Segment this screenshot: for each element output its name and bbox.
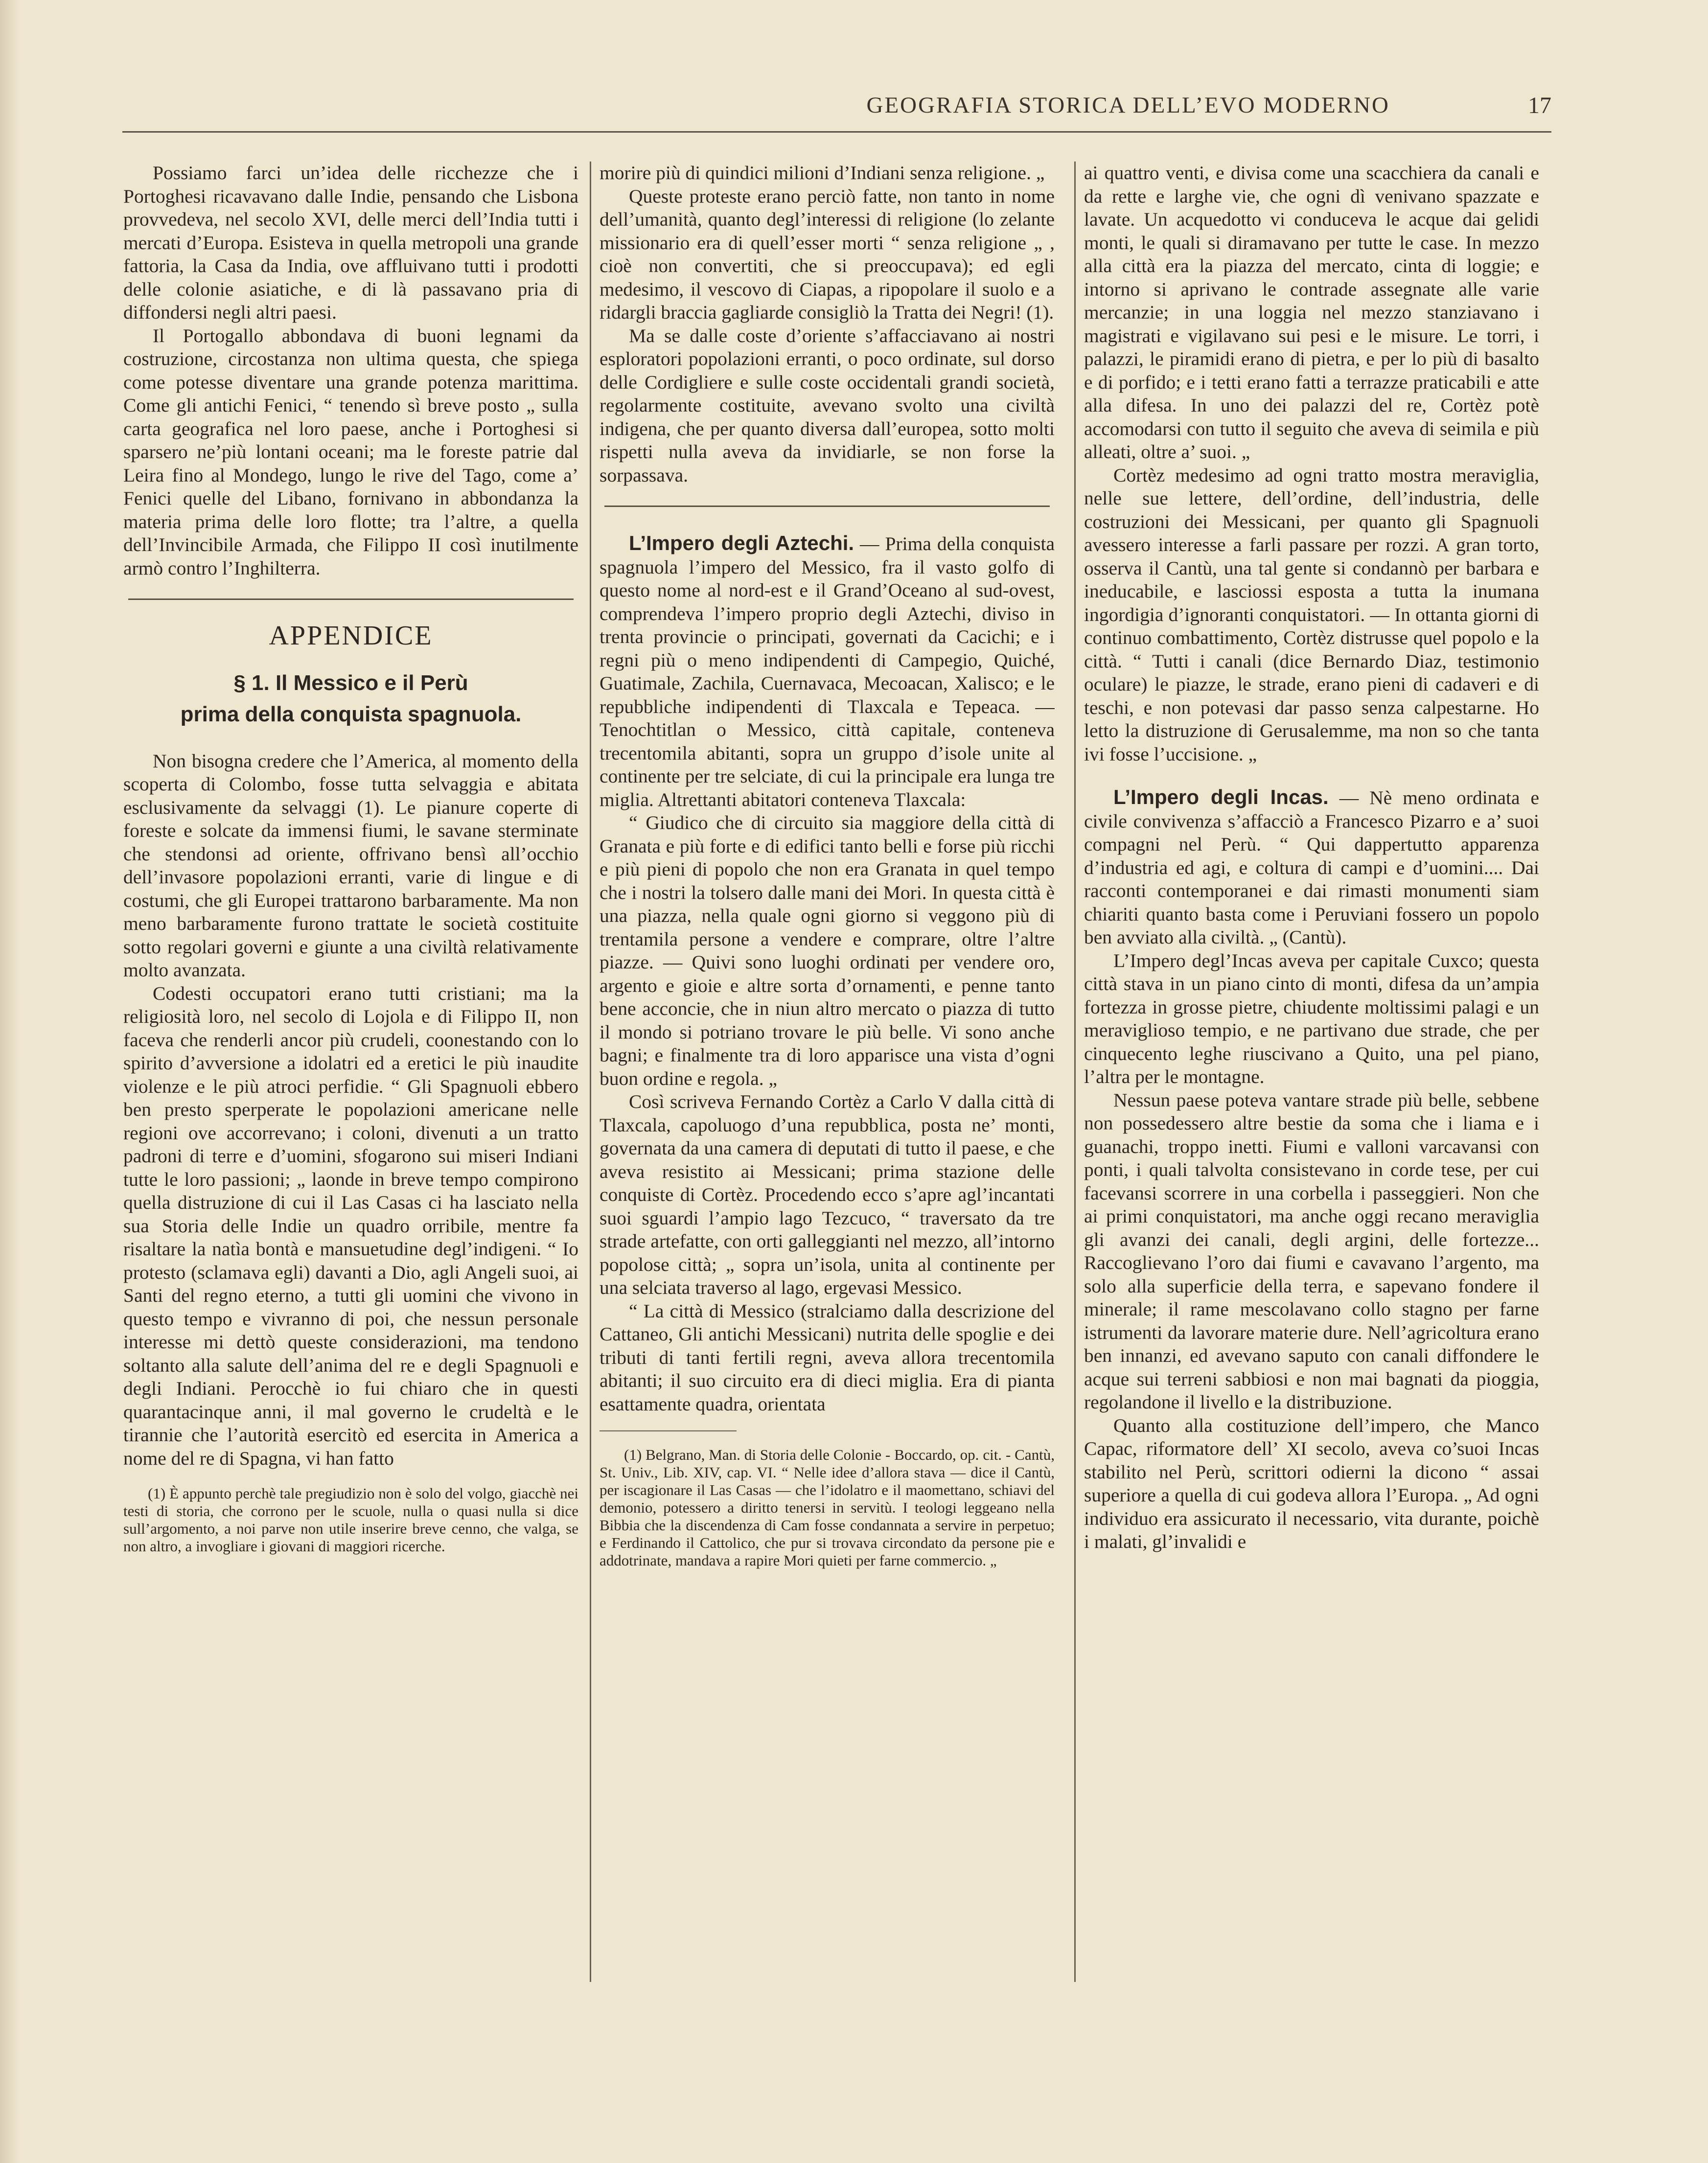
section-heading-line-1: § 1. Il Messico e il Perù	[233, 670, 468, 695]
footnote-text: (1) È appunto perchè tale pregiudizio non è solo del volgo, giacchè nei testi di storia, che corrono per le scuole, nulla o quasi nulla si dice sull’argomento, a noi parve non utile inserire breve cenno, che valga, se non altro, a invogliare i giovani di maggiori ricerche.	[123, 1485, 578, 1555]
footnote-text: (1) Belgrano, Man. di Storia delle Colonie - Boccardo, op. cit. - Cantù, St. Univ., Lib. XIV, cap. VI. “ Nelle idee d’allora stava — dice il Cantù, per iscagionare il Las Casas — che l’idolatro e il maomettano, schiavi del demonio, potessero a diritto tenersi in servitù. I teologi leggeano nella Bibbia che la discendenza di Cam fosse condannata a servire in perpetuo; e Ferdinando il Cattolico, che pur si trovava circondato da persone pie e addotrinate, mandava a rapire Mori quieti per farne commercio. „	[600, 1446, 1055, 1569]
paragraph	[1084, 785, 1539, 949]
paragraph: “ La città di Messico (stralciamo dalla descrizione del Cattaneo, Gli antichi Messicani) nutrita delle spoglie e dei tributi di tanti fertili regni, aveva allora trecentomila abitanti; il suo circuito era di dieci miglia. Era di pianta esattamente quadra, orientata	[600, 1300, 1055, 1415]
paragraph: Nessun paese poteva vantare strade più belle, sebbene non possedessero altre bestie da soma che i liama e i guanachi, troppo inetti. Fiumi e valloni varcavansi con ponti, i quali talvolta consistevano in corde tese, per cui facevansi scorrere in una corbella i passeggieri. Non che ai primi conquistatori, ma anche oggi recano meraviglia gli avanzi dei canali, degli argini, delle fortezze... Raccoglievano l’oro dai fiumi e cavavano l’argento, ma solo alla superficie della terra, e sapevano fondere il minerale; il rame mescolavano collo stagno per farne istrumenti da lavorare materie dure. Nell’agricoltura erano ben innanzi, ed avevano saputo con canali diffondere le acque sui terreni sabbiosi e non mai bagnati da pioggia, regolandone il livello e la distribuzione.	[1084, 1089, 1539, 1413]
column-2	[600, 161, 1055, 2031]
paragraph: Codesti occupatori erano tutti cristiani; ma la religiosità loro, nel secolo di Lojola e di Filippo II, non faceva che renderli ancor più crudeli, coonestando con lo spirito d’avversione a idolatri ed a eretici le più inaudite violenze e le più atroci perfidie. “ Gli Spagnuoli ebbero ben presto sperperate le popolazioni americane nelle regioni ove accorrevano; i coloni, divenuti a un tratto padroni di terre e d’uomini, sfogarono sui miseri Indiani tutte le loro passioni; „ laonde in breve tempo compirono quella distruzione di cui il Las Casas ci ha lasciato nella sua Storia delle Indie un quadro orribile, mentre fa risaltare la natìa bontà e mansuetudine degl’indigeni. “ Io protesto (sclamava egli) davanti a Dio, agli Angeli suoi, ai Santi del regno eterno, a tutti gli uomini che vivono in questo tempo e vivranno di poi, che nessun personale interesse mi dettò queste considerazioni, ma tendono soltanto alla salute dell’anima del re e degli Spagnuoli e degli Indiani. Perocchè io fui chiaro che in questi quarantacinque anni, il mal governo le crudeltà e le tirannie che l’autorità esercitò ed esercita in America a nome del re di Spagna, vi han fatto	[123, 982, 578, 1469]
appendix-title: APPENDICE	[269, 621, 433, 651]
column-1	[123, 161, 578, 2031]
sub-heading-aztec-empire: L’Impero degli Aztechi.	[629, 531, 854, 554]
footnote	[600, 1446, 1055, 1569]
page-edge	[0, 0, 20, 2163]
paragraph-text: — Nè meno ordinata e civile convivenza s’affacciò a Francesco Pizarro e a’ suoi compagni nel Perù. “ Qui dappertutto apparenza d’industria ed agi, e coltura di campi e d’uomini.... Dai racconti contemporanei e dai rimasti monumenti siam chiariti quanto basta come i Peruviani fossero un popolo ben avviato alla civiltà. „ (Cantù).	[1084, 787, 1539, 948]
paragraph: Cortèz medesimo ad ogni tratto mostra meraviglia, nelle sue lettere, dell’ordine, dell’industria, delle costruzioni dei Messicani, per quanto gli Spagnuoli avessero interesse a farli passare per rozzi. A gran torto, osserva il Cantù, una tal gente si condannò per barbara e ineducabile, e lasciossi esposta a tutta la inumana ingordigia d’ignoranti conquistatori. — In ottanta giorni di continuo combattimento, Cortèz distrusse quel popolo e la città. “ Tutti i canali (dice Bernardo Diaz, testimonio oculare) le piazze, le strade, erano pieni di cadaveri e di teschi, e non potevasi dar passo senza calpestarne. Ho letto la distruzione di Gerusalemme, ma non so che tanta ivi fosse l’uccisione. „	[1084, 464, 1539, 765]
column-separator	[1074, 161, 1076, 1982]
paragraph: Ma se dalle coste d’oriente s’affacciavano ai nostri esploratori popolazioni erranti, o poco ordinate, sul dorso delle Cordigliere e sulle coste occidentali grandi società, regolarmente costituite, avevano svolto una civiltà indigena, che per quanto diversa dall’europea, sotto molti rispetti nulla aveva da invidiarle, se non forse la sorpassava.	[600, 324, 1055, 486]
paragraph: ai quattro venti, e divisa come una scacchiera da canali e da rette e larghe vie, che ogni dì venivano spazzate e lavate. Un acquedotto vi conduceva le acque dai gelidi monti, le quali si diramavano per tutte le case. In mezzo alla città era la piazza del mercato, cinta di loggie; e intorno si aprivano le contrade assegnate alle varie mercanzie; in una loggia nel mezzo stanziavano i magistrati e vigilavano sui pesi e le misure. Le torri, i palazzi, le piramidi erano di pietra, e per lo più di basalto e di porfido; e i tetti erano fatti a terrazze praticabili e atte alla difesa. In uno dei palazzi del re, Cortèz potè accomodarsi con tutto il seguito che aveva di seimila e più alleati, oltre a’ suoi. „	[1084, 162, 1539, 462]
running-title: GEOGRAFIA STORICA DELL’EVO MODERNO	[866, 92, 1390, 118]
paragraph: morire più di quindici milioni d’Indiani senza religione. „	[600, 162, 1045, 184]
header-rule	[122, 131, 1551, 133]
section-divider	[604, 506, 1050, 507]
column-3	[1084, 161, 1539, 2031]
column-separator	[590, 161, 591, 1982]
paragraph: Non bisogna credere che l’America, al momento della scoperta di Colombo, fosse tutta selvaggia e abitata esclusivamente da selvaggi (1). Le pianure coperte di foreste e solcate da immensi fiumi, le savane sterminate che stendonsi ad oriente, offrivano bensì all’occhio dell’invasore popolazioni erranti, varie di lingue e di costumi, che gli Europei trattarono barbaramente. Ma non meno barbaramente furono trattate le società costituite sotto regolari governi e giunte a una civiltà relativamente molto avanzata.	[123, 750, 578, 981]
paragraph: Queste proteste erano perciò fatte, non tanto in nome dell’umanità, quanto degl’interessi di religione (lo zelante missionario era di quell’esser morti “ senza religione „ , cioè non convertiti, che si preoccupava); ed egli medesimo, il vescovo di Ciapas, a ripopolare il suolo e a ridargli braccia gagliarde consigliò la Tratta dei Negri! (1).	[600, 185, 1055, 323]
paragraph: Possiamo farci un’idea delle ricchezze che i Portoghesi ricavavano dalle Indie, pensando che Lisbona provvedeva, nel secolo XVI, delle merci dell’India tutti i mercati d’Europa. Esisteva in quella metropoli una grande fattoria, la Casa da India, ove affluivano tutti i prodotti delle colonie asiatiche, e di là passavano pria di diffondersi negli altri paesi.	[123, 162, 578, 323]
paragraph: L’Impero degl’Incas aveva per capitale Cuxco; questa città stava in un piano cinto di monti, difesa da un’ampia fortezza in grosse pietre, chiudente moltissimi palagi e un meraviglioso tempio, e ne partivano due strade, che per cinquecento leghe riuscivano a Quito, una pel piano, l’altra per le montagne.	[1084, 949, 1539, 1087]
paragraph	[600, 531, 1055, 811]
paragraph-text: — Prima della conquista spagnuola l’impero del Messico, fra il vasto golfo di questo nome al nord-est e il Grand’Oceano al sud-ovest, comprendeva l’impero proprio degli Aztechi, diviso in trenta provincie o principati, governati da Cacichi; e i regni più o meno indipendenti di Campegio, Quiché, Guatimale, Zachila, Cuernavaca, Mecoacan, Xalisco; e le repubbliche indipendenti di Tlaxcala e Tepeaca. — Tenochtitlan o Messico, città capitale, conteneva trecentomila abitanti, sopra un gruppo d’isole unite al continente per tre selciate, di cui la principale era lunga tre miglia. Altrettanti abitatori conteneva Tlaxcala:	[600, 533, 1055, 810]
paragraph: Così scriveva Fernando Cortèz a Carlo V dalla città di Tlaxcala, capoluogo d’una repubblica, posta ne’ monti, governata da una camera di deputati di tutto il paese, e che aveva resistito ai Messicani; prima stazione delle conquiste di Cortèz. Procedendo ecco s’apre agl’incantati suoi sguardi l’ampio lago Tezcuco, “ traversato da tre strade artefatte, con orti galleggianti nel mezzo, all’intorno popolose città; „ sopra un’isola, unita al continente per una selciata traverso al lago, ergevasi Messico.	[600, 1091, 1055, 1298]
running-header	[122, 88, 1551, 132]
page-number: 17	[1528, 92, 1551, 118]
footnote-rule	[600, 1430, 737, 1431]
section-heading-line-2: prima della conquista spagnuola.	[180, 702, 522, 726]
section-heading	[123, 667, 578, 730]
spacer	[1084, 766, 1539, 785]
paragraph: Quanto alla costituzione dell’impero, che Manco Capac, riformatore dell’ XI secolo, aveva co’suoi Incas stabilito nel Perù, scrittori odierni la dicono “ assai superiore a quella di cui godeva allora l’Europa. „ Ad ogni individuo era assicurato il necessario, vita durante, poichè i malati, gl’invalidi e	[1084, 1414, 1539, 1552]
paragraph: Il Portogallo abbondava di buoni legnami da costruzione, circostanza non ultima questa, che spiega come potesse diventare una grande potenza marittima. Come gli antichi Fenici, “ tenendo sì breve posto „ sulla carta geografica nel loro paese, anche i Portoghesi si sparsero ne’più lontani oceani; ma le foreste patrie dal Leira fino al Mondego, lungo le rive del Tago, come a’ Fenici quelle del Libano, fornivano in abbondanza la materia prima delle loro flotte; tra l’altre, a quella dell’Invincibile Armada, che Filippo II così inutilmente armò contro l’Inghilterra.	[123, 324, 578, 579]
footnote	[123, 1485, 578, 1555]
paragraph: “ Giudico che di circuito sia maggiore della città di Granata e più forte e di edifici tanto belli e forse più ricchi e più pieni di popolo che non era Granata in quel tempo che i nostri la tolsero dalle mani dei Mori. In questa città è una piazza, nella quale ogni giorno si veggono più di trentamila persone a vendere e comprare, oltre l’altre piazze. — Quivi sono luoghi ordinati per vendere oro, argento e gioie e altre sorta d’ornamenti, e penne tanto bene acconcie, che in niun altro mercato o piazza di tutto il mondo si potriano trovare le più belle. Vi sono anche bagni; e finalmente tra di loro apparisce una vista d’ogni buon ordine e regola. „	[600, 812, 1055, 1089]
sub-heading-inca-empire: L’Impero degli Incas.	[1113, 785, 1329, 808]
section-divider	[128, 598, 574, 600]
